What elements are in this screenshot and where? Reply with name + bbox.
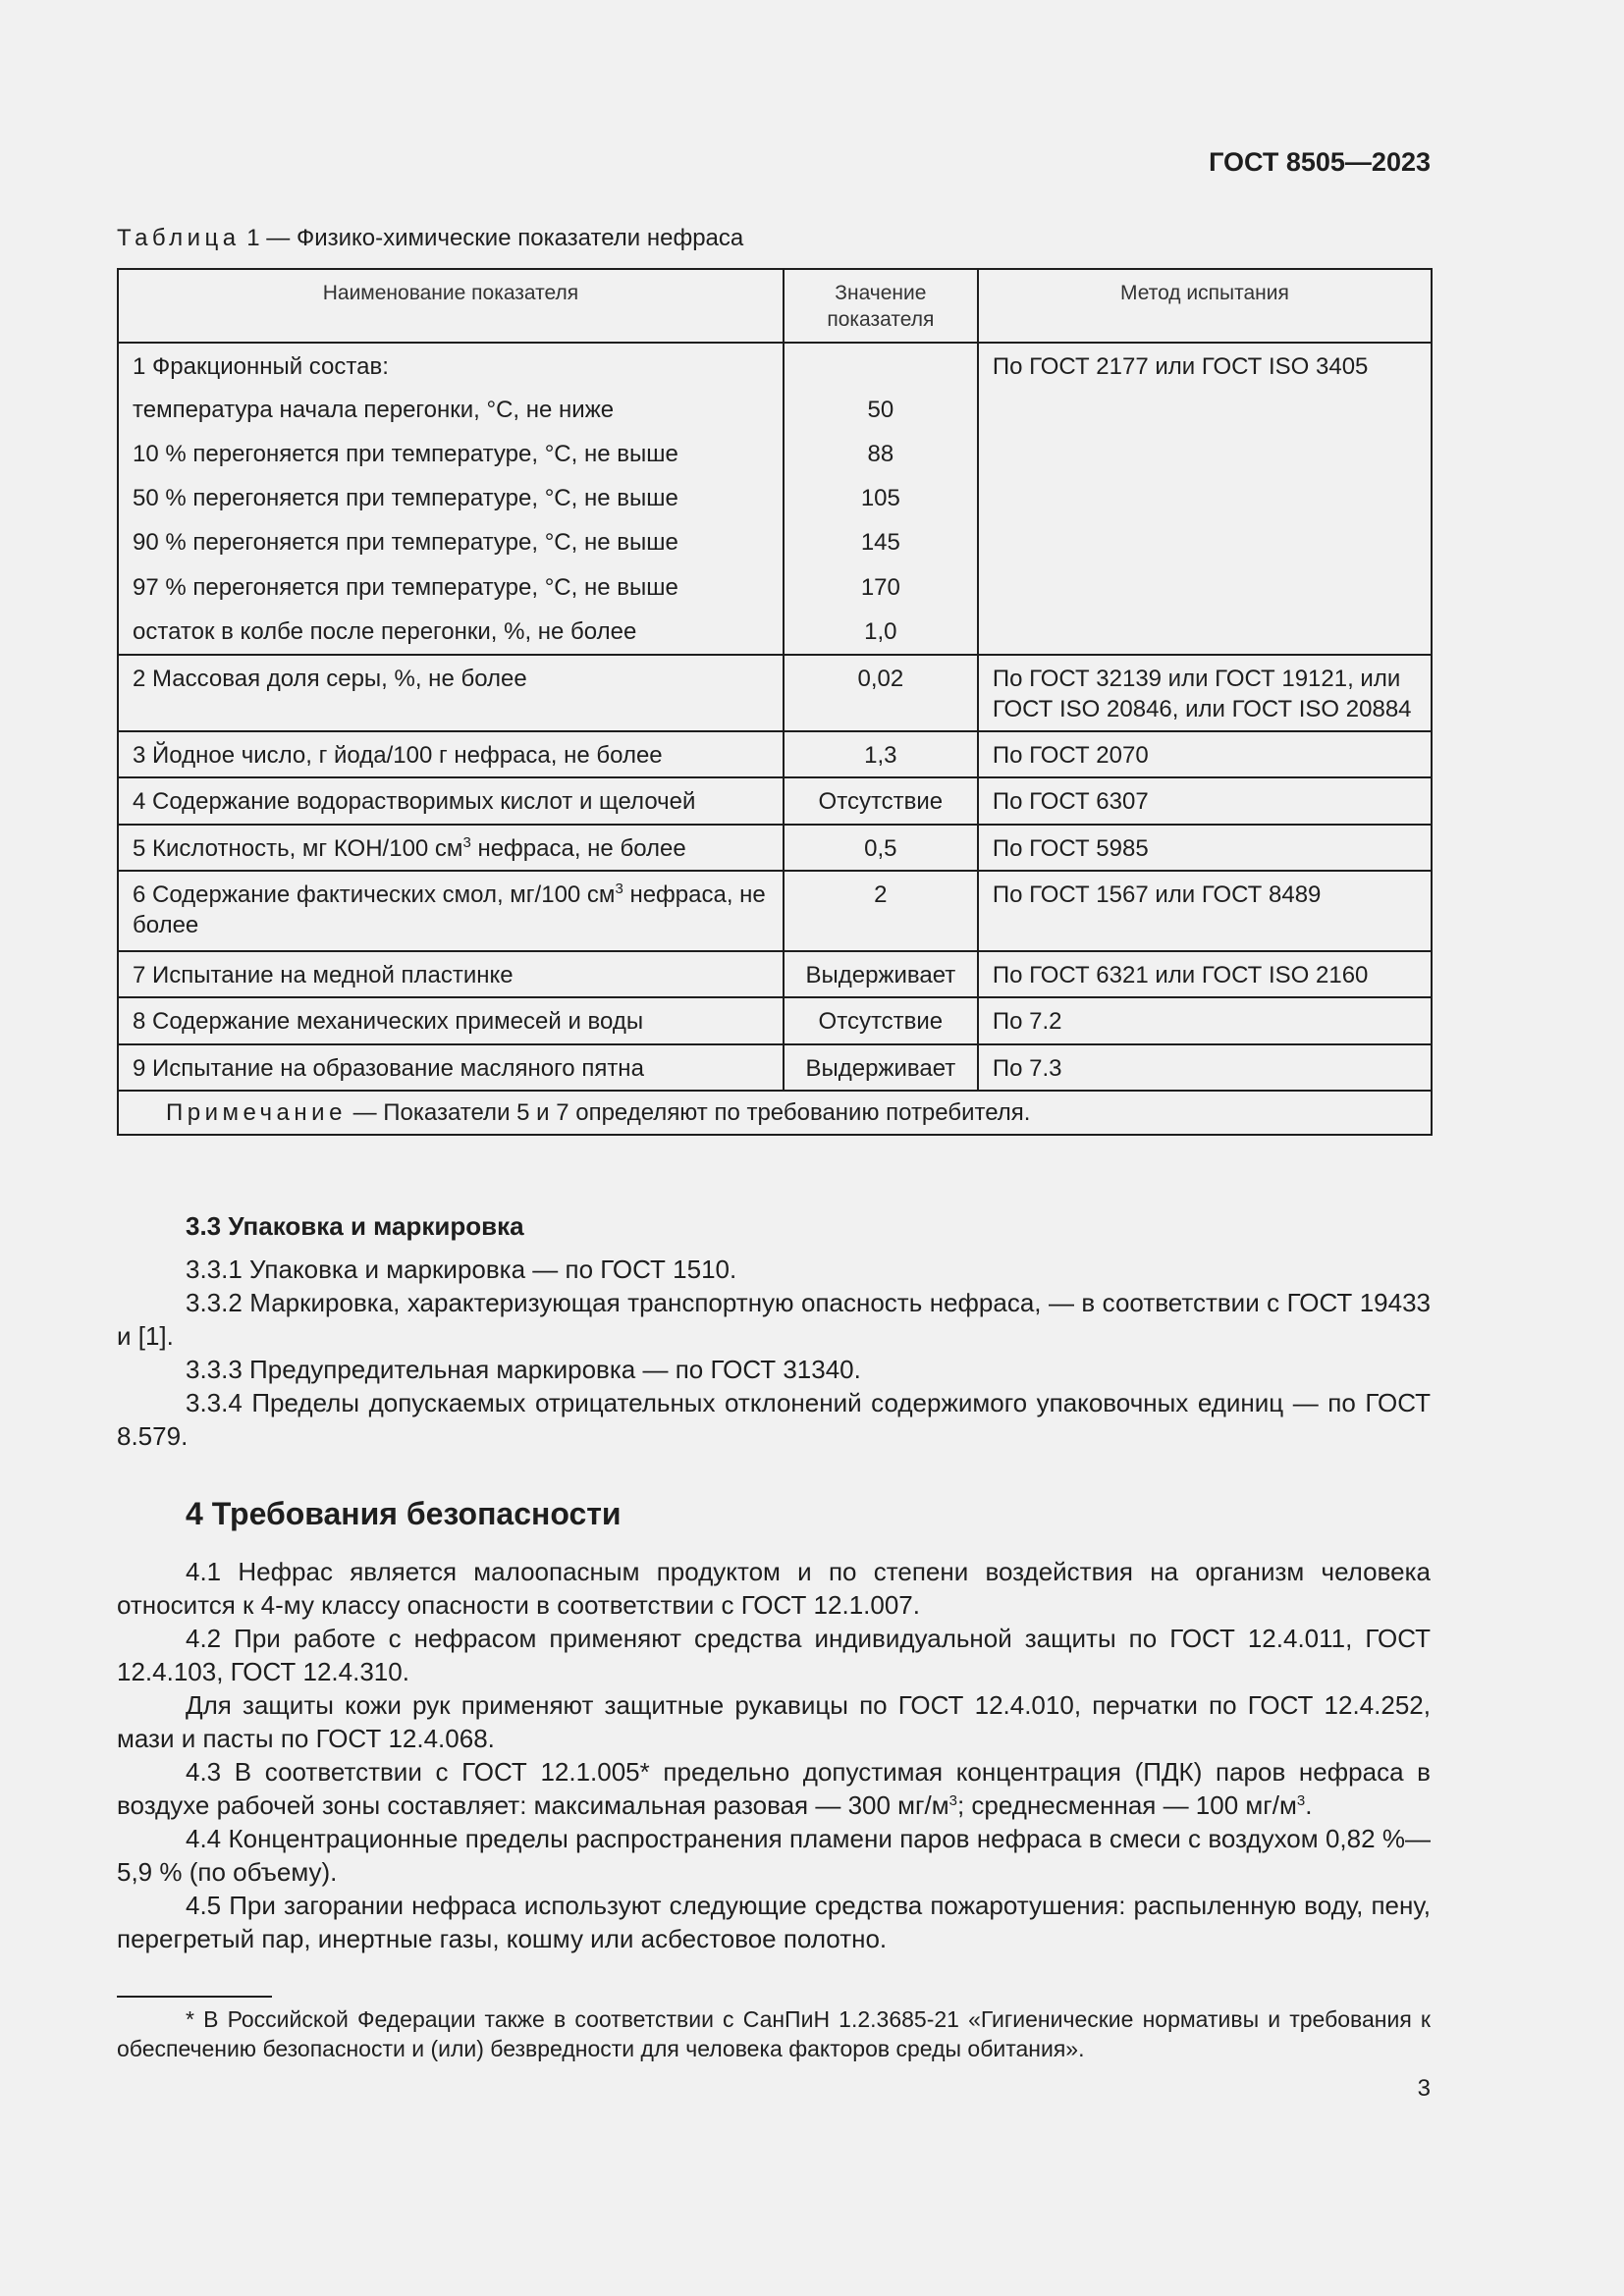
row-value: 2: [784, 871, 978, 951]
row-method: По ГОСТ 1567 или ГОСТ 8489: [978, 871, 1432, 951]
section-3-3-heading: 3.3 Упаковка и маркировка: [186, 1211, 524, 1241]
row-name: 9 Испытание на образование масляного пятна: [118, 1044, 784, 1091]
table-row: [118, 655, 1432, 731]
table-caption: [117, 225, 743, 252]
paragraph: 4.3 В соответствии с ГОСТ 12.1.005* предельно допустимая концентрация (ПДК) паров нефраса в воздухе рабочей зоны составляет: максимальная разовая — 300 $мг/м^3$; среднесменная — 100 $мг/м^3$.: [117, 1757, 1431, 1820]
table-header-row: [118, 269, 1432, 343]
row-value: 170: [784, 565, 978, 610]
table-row: [118, 777, 1432, 824]
row-name: температура начала перегонки, °С, не ниже: [118, 388, 784, 432]
paragraph: 3.3.3 Предупредительная маркировка — по ГОСТ 31340.: [186, 1355, 861, 1384]
row-value: 50: [784, 388, 978, 432]
paragraph: 3.3.1 Упаковка и маркировка — по ГОСТ 1510.: [186, 1255, 737, 1284]
column-header-name: Наименование показателя: [118, 269, 784, 343]
row-name: 1 Фракционный состав:: [118, 343, 784, 388]
row-value: Отсутствие: [784, 777, 978, 824]
row-name: 8 Содержание механических примесей и воды: [118, 997, 784, 1043]
row-name: 4 Содержание водорастворимых кислот и щелочей: [118, 777, 784, 824]
page-number: 3: [1417, 2075, 1431, 2102]
row-method: По ГОСТ 2177 или ГОСТ ISO 3405: [978, 343, 1432, 655]
table-row: [118, 343, 1432, 388]
row-name: 90 % перегоняется при температуре, °С, не выше: [118, 520, 784, 564]
row-name: 5 Кислотность, мг КОН/100 $см^3$ нефраса, не более: [118, 825, 784, 871]
table-row: [118, 731, 1432, 777]
table-caption-title: 1 — Физико-химические показатели нефраса: [240, 225, 744, 251]
row-value: 1,3: [784, 731, 978, 777]
table-row: [118, 825, 1432, 871]
row-value: 1,0: [784, 610, 978, 655]
table-caption-prefix: Таблица: [117, 225, 241, 251]
row-name: 50 % перегоняется при температуре, °С, не выше: [118, 476, 784, 520]
row-value: Отсутствие: [784, 997, 978, 1043]
row-name: 3 Йодное число, г йода/100 г нефраса, не более: [118, 731, 784, 777]
row-value: Выдерживает: [784, 1044, 978, 1091]
section-3-3: [117, 1209, 1431, 1453]
row-name: 2 Массовая доля серы, %, не более: [118, 655, 784, 731]
row-method: По ГОСТ 6307: [978, 777, 1432, 824]
footnote-text: * В Российской Федерации также в соответствии с СанПиН 1.2.3685-21 «Гигиенические нормативы и требования к обеспечению безопасности и (или) безвредности для человека факторов среды обитания».: [117, 2006, 1431, 2061]
row-value: 88: [784, 432, 978, 476]
row-value: 105: [784, 476, 978, 520]
row-name: 10 % перегоняется при температуре, °С, не выше: [118, 432, 784, 476]
row-name: 6 Содержание фактических смол, мг/100 $см^3$ нефраса, не более: [118, 871, 784, 951]
paragraph: 4.1 Нефрас является малоопасным продуктом и по степени воздействия на организм человека относится к 4-му классу опасности в соответствии с ГОСТ 12.1.007.: [117, 1557, 1431, 1620]
table-note: [118, 1091, 1432, 1135]
paragraph: 3.3.2 Маркировка, характеризующая транспортную опасность нефраса, — в соответствии с ГОСТ 19433 и [1].: [117, 1288, 1431, 1351]
row-value: 0,5: [784, 825, 978, 871]
row-value: 145: [784, 520, 978, 564]
footnote-divider: [117, 1996, 272, 1998]
table-row: [118, 1044, 1432, 1091]
paragraph: 4.5 При загорании нефраса используют следующие средства пожаротушения: распыленную воду, пену, перегретый пар, инертные газы, кошму или асбестовое полотно.: [117, 1891, 1431, 1953]
row-value: Выдерживает: [784, 951, 978, 997]
row-method: По ГОСТ 32139 или ГОСТ 19121, или ГОСТ ISO 20846, или ГОСТ ISO 20884: [978, 655, 1432, 731]
section-4: [117, 1494, 1431, 1955]
table-row: [118, 871, 1432, 951]
paragraph: Для защиты кожи рук применяют защитные рукавицы по ГОСТ 12.4.010, перчатки по ГОСТ 12.4.252, мази и пасты по ГОСТ 12.4.068.: [117, 1690, 1431, 1753]
paragraph: 4.2 При работе с нефрасом применяют средства индивидуальной защиты по ГОСТ 12.4.011, ГОСТ 12.4.103, ГОСТ 12.4.310.: [117, 1624, 1431, 1686]
table-row: [118, 997, 1432, 1043]
row-name: 7 Испытание на медной пластинке: [118, 951, 784, 997]
table-note-text: — Показатели 5 и 7 определяют по требованию потребителя.: [346, 1098, 1031, 1126]
paragraph: 3.3.4 Пределы допускаемых отрицательных отклонений содержимого упаковочных единиц — по ГОСТ 8.579.: [117, 1388, 1431, 1451]
column-header-value: Значение показателя: [784, 269, 978, 343]
row-method: По ГОСТ 6321 или ГОСТ ISO 2160: [978, 951, 1432, 997]
row-name: 97 % перегоняется при температуре, °С, не выше: [118, 565, 784, 610]
document-code: ГОСТ 8505—2023: [1209, 147, 1431, 177]
column-header-method: Метод испытания: [978, 269, 1432, 343]
row-value: 0,02: [784, 655, 978, 731]
row-method: По 7.3: [978, 1044, 1432, 1091]
indicators-table: [117, 268, 1433, 1136]
table-row: [118, 951, 1432, 997]
paragraph: 4.4 Концентрационные пределы распространения пламени паров нефраса в смеси с воздухом 0,82 %—5,9 % (по объему).: [117, 1824, 1431, 1887]
row-name: остаток в колбе после перегонки, %, не более: [118, 610, 784, 655]
table-note-label: Примечание: [166, 1098, 347, 1126]
row-method: По ГОСТ 2070: [978, 731, 1432, 777]
row-method: По 7.2: [978, 997, 1432, 1043]
section-4-heading: 4 Требования безопасности: [186, 1496, 622, 1531]
table-note-row: [118, 1091, 1432, 1135]
row-method: По ГОСТ 5985: [978, 825, 1432, 871]
footnote: [117, 2004, 1431, 2063]
